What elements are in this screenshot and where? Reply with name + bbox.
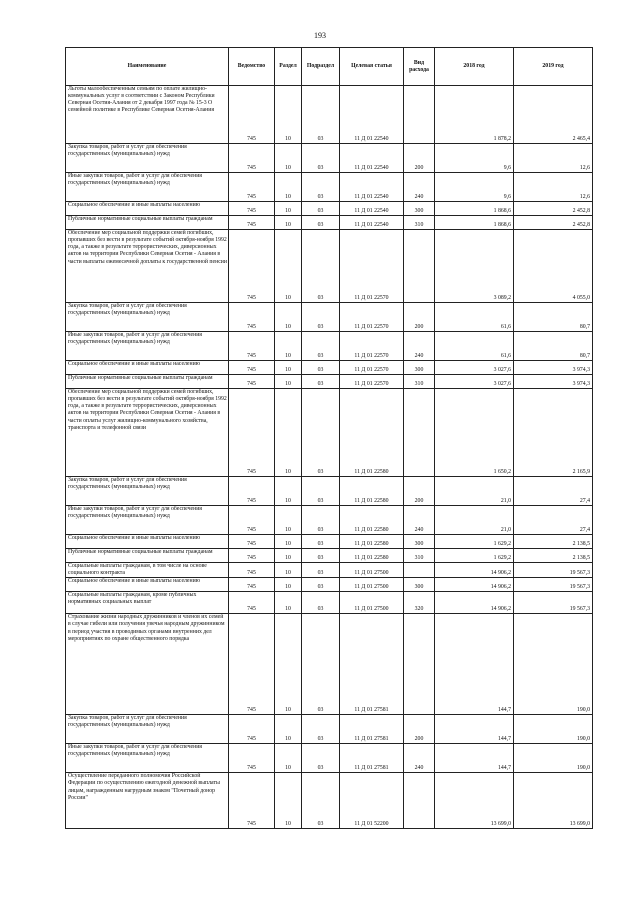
row-value-2018: 14 906,2 bbox=[435, 592, 514, 614]
row-name: Иные закупки товаров, работ и услуг для обеспечения государственных (муниципальных) нужд bbox=[66, 506, 229, 535]
row-target: 11 Д 01 22570 bbox=[340, 303, 404, 332]
row-value-2018: 13 699,0 bbox=[435, 773, 514, 829]
row-expense-type: 240 bbox=[404, 173, 435, 202]
row-target: 11 Д 01 22580 bbox=[340, 477, 404, 506]
row-expense-type bbox=[404, 230, 435, 303]
row-name: Социальное обеспечение и иные выплаты населению bbox=[66, 361, 229, 375]
row-dept: 745 bbox=[229, 389, 275, 477]
row-expense-type: 200 bbox=[404, 303, 435, 332]
row-name: Публичные нормативные социальные выплаты гражданам bbox=[66, 216, 229, 230]
table-row bbox=[66, 773, 593, 829]
row-name: Закупка товаров, работ и услуг для обеспечения государственных (муниципальных) нужд bbox=[66, 715, 229, 744]
row-value-2018: 144,7 bbox=[435, 744, 514, 773]
row-name: Обеспечение мер социальной поддержки семей погибших, пропавших без вести в результате событий октября-ноября 1992 года, а также в результате террористических, диверсионных актов на территории Республики Северная Осетия - Алания в части выплаты ежемесячной доплаты к государственной пенсии bbox=[66, 230, 229, 303]
row-target: 11 Д 01 22570 bbox=[340, 230, 404, 303]
row-section: 10 bbox=[275, 173, 302, 202]
row-expense-type bbox=[404, 614, 435, 715]
row-target: 11 Д 01 22540 bbox=[340, 202, 404, 216]
row-dept: 745 bbox=[229, 744, 275, 773]
row-target: 11 Д 01 22540 bbox=[340, 144, 404, 173]
row-dept: 745 bbox=[229, 477, 275, 506]
row-value-2019: 2 165,9 bbox=[514, 389, 593, 477]
row-subsection: 03 bbox=[302, 563, 340, 578]
row-name: Социальные выплаты гражданам, в том числе на основе социального контракта bbox=[66, 563, 229, 578]
table-row bbox=[66, 173, 593, 202]
row-value-2019: 2 452,8 bbox=[514, 216, 593, 230]
row-dept: 745 bbox=[229, 303, 275, 332]
table-row bbox=[66, 715, 593, 744]
column-header-subsection: Подраздел bbox=[302, 48, 340, 86]
row-expense-type: 200 bbox=[404, 715, 435, 744]
row-name: Обеспечение мер социальной поддержки семей погибших, пропавших без вести в результате событий октября-ноября 1992 года, а также в результате террористических, диверсионных актов на территории Республики Северная Осетия - Алания в части оплаты услуг жилищно-коммунального хозяйства, транспорта и телефонной связи bbox=[66, 389, 229, 477]
row-subsection: 03 bbox=[302, 375, 340, 389]
table-row bbox=[66, 578, 593, 592]
row-subsection: 03 bbox=[302, 361, 340, 375]
row-target: 11 Д 01 22570 bbox=[340, 375, 404, 389]
row-section: 10 bbox=[275, 361, 302, 375]
row-subsection: 03 bbox=[302, 332, 340, 361]
row-subsection: 03 bbox=[302, 592, 340, 614]
row-dept: 745 bbox=[229, 773, 275, 829]
row-section: 10 bbox=[275, 506, 302, 535]
row-expense-type bbox=[404, 86, 435, 144]
budget-table bbox=[65, 47, 593, 829]
row-value-2018: 3 089,2 bbox=[435, 230, 514, 303]
table-row bbox=[66, 144, 593, 173]
column-header-expense-type: Вид расхода bbox=[404, 48, 435, 86]
table-row bbox=[66, 202, 593, 216]
column-header-target: Целевая статья bbox=[340, 48, 404, 86]
page-number: 193 bbox=[314, 31, 326, 40]
table-row bbox=[66, 592, 593, 614]
row-expense-type: 310 bbox=[404, 375, 435, 389]
row-expense-type bbox=[404, 773, 435, 829]
row-name: Социальное обеспечение и иные выплаты населению bbox=[66, 578, 229, 592]
row-dept: 745 bbox=[229, 715, 275, 744]
row-expense-type: 300 bbox=[404, 535, 435, 549]
row-value-2018: 9,6 bbox=[435, 144, 514, 173]
table-row bbox=[66, 535, 593, 549]
table-row bbox=[66, 614, 593, 715]
row-subsection: 03 bbox=[302, 216, 340, 230]
row-dept: 745 bbox=[229, 173, 275, 202]
table-row bbox=[66, 303, 593, 332]
row-dept: 745 bbox=[229, 549, 275, 563]
row-dept: 745 bbox=[229, 535, 275, 549]
row-value-2019: 190,0 bbox=[514, 614, 593, 715]
row-target: 11 Д 01 22580 bbox=[340, 535, 404, 549]
row-section: 10 bbox=[275, 389, 302, 477]
column-header-dept: Ведомство bbox=[229, 48, 275, 86]
table-row bbox=[66, 361, 593, 375]
row-value-2018: 21,0 bbox=[435, 506, 514, 535]
row-dept: 745 bbox=[229, 216, 275, 230]
row-target: 11 Д 01 27581 bbox=[340, 744, 404, 773]
row-section: 10 bbox=[275, 202, 302, 216]
row-value-2019: 3 974,3 bbox=[514, 361, 593, 375]
row-subsection: 03 bbox=[302, 715, 340, 744]
row-dept: 745 bbox=[229, 361, 275, 375]
row-subsection: 03 bbox=[302, 614, 340, 715]
row-subsection: 03 bbox=[302, 773, 340, 829]
row-expense-type: 300 bbox=[404, 578, 435, 592]
row-subsection: 03 bbox=[302, 744, 340, 773]
column-header-2018: 2018 год bbox=[435, 48, 514, 86]
row-expense-type: 320 bbox=[404, 592, 435, 614]
table-row bbox=[66, 86, 593, 144]
row-value-2018: 14 906,2 bbox=[435, 563, 514, 578]
row-target: 11 Д 01 27500 bbox=[340, 578, 404, 592]
row-value-2019: 19 567,3 bbox=[514, 592, 593, 614]
row-name: Иные закупки товаров, работ и услуг для обеспечения государственных (муниципальных) нужд bbox=[66, 332, 229, 361]
row-expense-type: 200 bbox=[404, 477, 435, 506]
row-dept: 745 bbox=[229, 614, 275, 715]
table-row bbox=[66, 389, 593, 477]
row-name: Социальное обеспечение и иные выплаты населению bbox=[66, 535, 229, 549]
row-expense-type: 240 bbox=[404, 332, 435, 361]
row-section: 10 bbox=[275, 303, 302, 332]
row-dept: 745 bbox=[229, 202, 275, 216]
row-dept: 745 bbox=[229, 230, 275, 303]
row-name: Закупка товаров, работ и услуг для обеспечения государственных (муниципальных) нужд bbox=[66, 303, 229, 332]
table-row bbox=[66, 506, 593, 535]
table-header-row bbox=[66, 48, 593, 86]
row-value-2018: 21,0 bbox=[435, 477, 514, 506]
row-value-2019: 2 138,5 bbox=[514, 535, 593, 549]
table-row bbox=[66, 375, 593, 389]
row-subsection: 03 bbox=[302, 477, 340, 506]
row-value-2019: 19 567,3 bbox=[514, 578, 593, 592]
row-expense-type: 310 bbox=[404, 549, 435, 563]
row-name: Льготы малообеспеченным семьям по оплате жилищно-коммунальных услуг в соответствии с Законом Республики Северная Осетия-Алания от 2 декабря 1997 года № 15-3 О семейной политике в Республике Северная Осетия-Алания bbox=[66, 86, 229, 144]
row-value-2019: 12,6 bbox=[514, 173, 593, 202]
row-value-2019: 27,4 bbox=[514, 477, 593, 506]
row-value-2018: 9,6 bbox=[435, 173, 514, 202]
row-value-2019: 4 055,0 bbox=[514, 230, 593, 303]
row-value-2018: 1 878,2 bbox=[435, 86, 514, 144]
row-subsection: 03 bbox=[302, 86, 340, 144]
row-section: 10 bbox=[275, 230, 302, 303]
row-value-2018: 144,7 bbox=[435, 614, 514, 715]
row-section: 10 bbox=[275, 477, 302, 506]
row-expense-type: 200 bbox=[404, 144, 435, 173]
row-target: 11 Д 01 27500 bbox=[340, 563, 404, 578]
row-section: 10 bbox=[275, 614, 302, 715]
row-section: 10 bbox=[275, 563, 302, 578]
row-dept: 745 bbox=[229, 144, 275, 173]
table-row bbox=[66, 332, 593, 361]
row-value-2019: 27,4 bbox=[514, 506, 593, 535]
row-dept: 745 bbox=[229, 332, 275, 361]
row-target: 11 Д 01 22570 bbox=[340, 332, 404, 361]
row-subsection: 03 bbox=[302, 202, 340, 216]
row-value-2018: 61,6 bbox=[435, 332, 514, 361]
row-subsection: 03 bbox=[302, 535, 340, 549]
row-section: 10 bbox=[275, 144, 302, 173]
table-row bbox=[66, 563, 593, 578]
row-value-2019: 190,0 bbox=[514, 715, 593, 744]
row-expense-type: 300 bbox=[404, 202, 435, 216]
row-target: 11 Д 01 52200 bbox=[340, 773, 404, 829]
row-section: 10 bbox=[275, 375, 302, 389]
row-target: 11 Д 01 27581 bbox=[340, 715, 404, 744]
row-value-2018: 1 650,2 bbox=[435, 389, 514, 477]
row-section: 10 bbox=[275, 715, 302, 744]
row-name: Социальные выплаты гражданам, кроме публичных нормативных социальных выплат bbox=[66, 592, 229, 614]
row-subsection: 03 bbox=[302, 173, 340, 202]
row-expense-type bbox=[404, 563, 435, 578]
row-name: Закупка товаров, работ и услуг для обеспечения государственных (муниципальных) нужд bbox=[66, 477, 229, 506]
row-value-2018: 3 027,6 bbox=[435, 375, 514, 389]
row-value-2019: 2 465,4 bbox=[514, 86, 593, 144]
column-header-2019: 2019 год bbox=[514, 48, 593, 86]
row-subsection: 03 bbox=[302, 389, 340, 477]
row-name: Закупка товаров, работ и услуг для обеспечения государственных (муниципальных) нужд bbox=[66, 144, 229, 173]
row-expense-type: 300 bbox=[404, 361, 435, 375]
row-section: 10 bbox=[275, 216, 302, 230]
row-section: 10 bbox=[275, 592, 302, 614]
row-subsection: 03 bbox=[302, 549, 340, 563]
column-header-name: Наименование bbox=[66, 48, 229, 86]
row-value-2018: 1 868,6 bbox=[435, 216, 514, 230]
table-row bbox=[66, 477, 593, 506]
row-section: 10 bbox=[275, 535, 302, 549]
row-target: 11 Д 01 22540 bbox=[340, 216, 404, 230]
row-value-2018: 3 027,6 bbox=[435, 361, 514, 375]
row-target: 11 Д 01 22580 bbox=[340, 549, 404, 563]
row-value-2018: 1 629,2 bbox=[435, 535, 514, 549]
column-header-section: Раздел bbox=[275, 48, 302, 86]
row-dept: 745 bbox=[229, 592, 275, 614]
row-name: Социальное обеспечение и иные выплаты населению bbox=[66, 202, 229, 216]
row-value-2019: 80,7 bbox=[514, 332, 593, 361]
table-row bbox=[66, 230, 593, 303]
row-subsection: 03 bbox=[302, 230, 340, 303]
row-name: Публичные нормативные социальные выплаты гражданам bbox=[66, 549, 229, 563]
row-dept: 745 bbox=[229, 563, 275, 578]
row-value-2019: 12,6 bbox=[514, 144, 593, 173]
row-subsection: 03 bbox=[302, 144, 340, 173]
row-name: Страхование жизни народных дружинников и членов их семей в случае гибели или получения увечья народным дружинником в период участия в проводимых органами внутренних дел мероприятиях по охране общественного порядка bbox=[66, 614, 229, 715]
row-subsection: 03 bbox=[302, 578, 340, 592]
row-value-2019: 19 567,3 bbox=[514, 563, 593, 578]
row-expense-type: 240 bbox=[404, 506, 435, 535]
table-row bbox=[66, 216, 593, 230]
row-value-2018: 1 868,6 bbox=[435, 202, 514, 216]
row-name: Иные закупки товаров, работ и услуг для обеспечения государственных (муниципальных) нужд bbox=[66, 173, 229, 202]
row-expense-type: 240 bbox=[404, 744, 435, 773]
table-row bbox=[66, 549, 593, 563]
row-section: 10 bbox=[275, 578, 302, 592]
row-name: Публичные нормативные социальные выплаты гражданам bbox=[66, 375, 229, 389]
row-name: Иные закупки товаров, работ и услуг для обеспечения государственных (муниципальных) нужд bbox=[66, 744, 229, 773]
row-dept: 745 bbox=[229, 578, 275, 592]
row-value-2018: 1 629,2 bbox=[435, 549, 514, 563]
row-name: Осуществление переданного полномочия Российской Федерации по осуществлению ежегодной денежной выплаты лицам, награжденным нагрудным знаком "Почетный донор России" bbox=[66, 773, 229, 829]
row-value-2018: 14 906,2 bbox=[435, 578, 514, 592]
row-dept: 745 bbox=[229, 506, 275, 535]
row-dept: 745 bbox=[229, 86, 275, 144]
row-section: 10 bbox=[275, 549, 302, 563]
row-value-2019: 2 452,8 bbox=[514, 202, 593, 216]
row-target: 11 Д 01 22570 bbox=[340, 361, 404, 375]
row-value-2018: 61,6 bbox=[435, 303, 514, 332]
row-value-2018: 144,7 bbox=[435, 715, 514, 744]
row-subsection: 03 bbox=[302, 303, 340, 332]
row-value-2019: 3 974,3 bbox=[514, 375, 593, 389]
row-section: 10 bbox=[275, 773, 302, 829]
row-section: 10 bbox=[275, 86, 302, 144]
row-target: 11 Д 01 22540 bbox=[340, 173, 404, 202]
row-section: 10 bbox=[275, 332, 302, 361]
row-section: 10 bbox=[275, 744, 302, 773]
row-subsection: 03 bbox=[302, 506, 340, 535]
row-value-2019: 80,7 bbox=[514, 303, 593, 332]
row-dept: 745 bbox=[229, 375, 275, 389]
row-target: 11 Д 01 22580 bbox=[340, 389, 404, 477]
row-expense-type: 310 bbox=[404, 216, 435, 230]
row-value-2019: 2 138,5 bbox=[514, 549, 593, 563]
row-value-2019: 190,0 bbox=[514, 744, 593, 773]
row-target: 11 Д 01 22540 bbox=[340, 86, 404, 144]
row-value-2019: 13 699,0 bbox=[514, 773, 593, 829]
row-target: 11 Д 01 27581 bbox=[340, 614, 404, 715]
row-expense-type bbox=[404, 389, 435, 477]
row-target: 11 Д 01 22580 bbox=[340, 506, 404, 535]
row-target: 11 Д 01 27500 bbox=[340, 592, 404, 614]
table-row bbox=[66, 744, 593, 773]
